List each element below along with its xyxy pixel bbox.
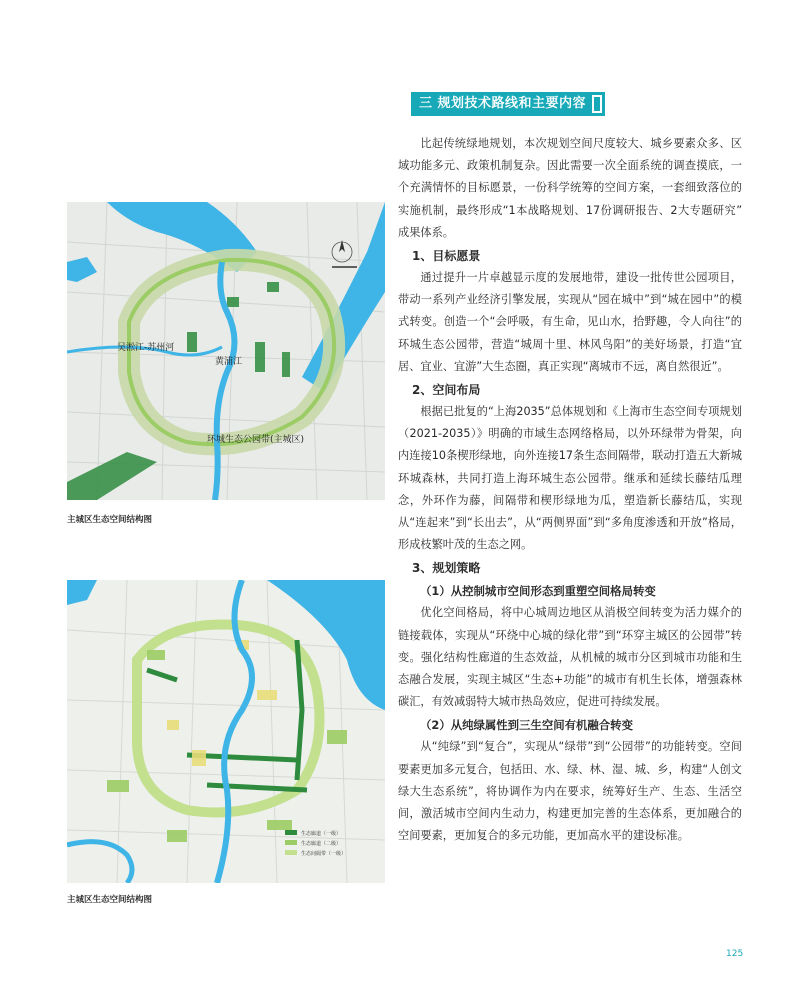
body-text: [398, 133, 742, 847]
heading-goal: 1、目标愿景: [412, 249, 481, 264]
goal-paragraph: 通过提升一片卓越显示度的发展地带，建设一批传世公园项目，带动一系列产业经济引擎发展，实现从“园在城中”到“城在园中”的模式转变。创造一个“会呼吸，有生命，见山水，拾野趣，令人向往”的环城生态公园带，营造“城周十里、林风鸟阳”的美好场景，打造“宜居、宜业、宜游”大生态圈，真正实现“离城市不远，离自然很近”。: [398, 271, 742, 373]
map2-legend: [285, 830, 346, 857]
map1-label-bottom: 环城生态公园带(主城区): [207, 435, 305, 445]
figure1-caption: 主城区生态空间结构图: [67, 515, 153, 525]
subheading-strategy-2: （2）从纯绿属性到三生空间有机融合转变: [420, 718, 633, 733]
map1-label-center: 黄浦江: [215, 357, 243, 367]
map1-label-left: 吴淞江-苏州河: [117, 343, 175, 353]
page-number: 125: [726, 949, 744, 959]
heading-strategy: 3、规划策略: [412, 561, 481, 576]
legend-item-1: 生态廊道（一级）: [301, 831, 342, 837]
banner-tab-icon: [589, 92, 605, 116]
legend-item-2: 生态廊道（二级）: [301, 841, 342, 847]
legend-item-3: 生态间隔带（一级）: [301, 851, 347, 857]
ecological-structure-map-1: [67, 202, 385, 500]
intro-paragraph: 比起传统绿地规划，本次规划空间尺度较大、城乡要素众多、区域功能多元、政策机制复杂。因此需要一次全面系统的调查摸底，一个充满情怀的目标愿景，一份科学统筹的空间方案，一套细致落位的实施机制，最终形成“1本战略规划、17份调研报告、2大专题研究” 成果体系。: [398, 137, 742, 239]
strategy-1-paragraph: 优化空间格局，将中心城周边地区从消极空间转变为活力媒介的链接载体，实现从“环绕中心城的绿化带”到“环穿主城区的公园带”转变。强化结构性廊道的生态效益，从机械的城市分区到城市功能和生态融合发展，实现主城区“生态+功能”的城市有机生长体，增强森林碳汇，有效减弱特大城市热岛效应，促进可持续发展。: [398, 606, 742, 709]
figure2-caption: 主城区生态空间结构图: [67, 895, 153, 905]
strategy-2-paragraph: 从“纯绿”到“复合”，实现从“绿带”到“公园带”的功能转变。空间要素更加多元复合，包括田、水、绿、林、湿、城、乡，构建“人创文绿大生态系统”，将协调作为内在要求，统筹好生产、生态、生活空间，激活城市空间内生动力，构建更加完善的生态体系，更加融合的空间要素，更加复合的多元功能，更加高水平的建设标准。: [398, 740, 742, 843]
heading-layout: 2、空间布局: [412, 383, 481, 398]
ecological-structure-map-2: [67, 580, 385, 883]
layout-paragraph: 根据已批复的“上海2035”总体规划和《上海市生态空间专项规划（2021-2035）》明确的市域生态网络格局，以外环绿带为骨架，向内连接10条楔形绿地，向外连接17条生态间隔带，联动打造五大新城环城森林，共同打造上海环城生态公园带。继承和延续长藤结瓜理念，外环作为藤，间隔带和楔形绿地为瓜，塑造新长藤结瓜，实现从“连起来”到“长出去”，从“两侧界面”到“多角度渗透和开放”格局，形成枝繁叶茂的生态之网。: [398, 405, 742, 552]
section-title: 三 规划技术路线和主要内容: [411, 92, 589, 116]
subheading-strategy-1: （1）从控制城市空间形态到重塑空间格局转变: [420, 584, 656, 599]
